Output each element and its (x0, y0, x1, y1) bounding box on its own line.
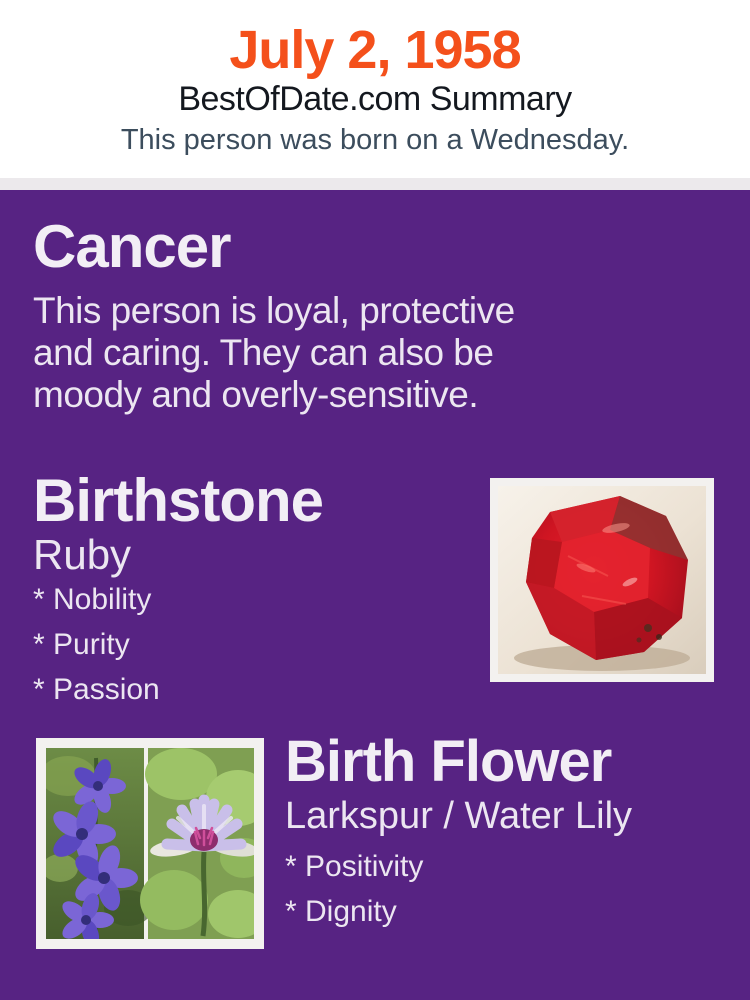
lily-stem (203, 852, 205, 936)
zodiac-description-line: and caring. They can also be (33, 332, 494, 373)
birthstone-trait-list (33, 583, 160, 718)
site-summary-subtitle: BestOfDate.com Summary (178, 80, 572, 118)
birth-flower-photo-frame (36, 738, 264, 949)
birthstone-trait: * Passion (33, 673, 160, 706)
zodiac-sign-heading: Cancer (33, 213, 231, 280)
birthstone-heading: Birthstone (33, 467, 323, 534)
birth-flower-heading: Birth Flower (285, 729, 612, 794)
birth-flower-trait: * Positivity (285, 850, 424, 883)
birth-flower-name: Larkspur / Water Lily (285, 795, 633, 837)
larkspur-panel (46, 748, 152, 939)
larkspur-and-water-lily-photo (46, 748, 254, 939)
birthstone-trait: * Nobility (33, 583, 152, 616)
birthstone-trait: * Purity (33, 628, 130, 661)
ruby-photo-frame (490, 478, 714, 682)
zodiac-description-line: moody and overly-sensitive. (33, 374, 479, 415)
date-title: July 2, 1958 (229, 20, 521, 80)
zodiac-description (33, 290, 693, 416)
zodiac-description-line: This person is loyal, protective (33, 290, 515, 331)
purple-summary-section (0, 190, 750, 1000)
weekday-line: This person was born on a Wednesday. (120, 124, 630, 156)
birth-flower-trait-list (285, 850, 423, 940)
birthstone-name: Ruby (33, 531, 132, 578)
water-lily-panel (140, 748, 254, 939)
ruby-gemstone-photo (498, 486, 706, 674)
birth-flower-trait: * Dignity (285, 895, 397, 928)
header-divider (0, 178, 750, 190)
